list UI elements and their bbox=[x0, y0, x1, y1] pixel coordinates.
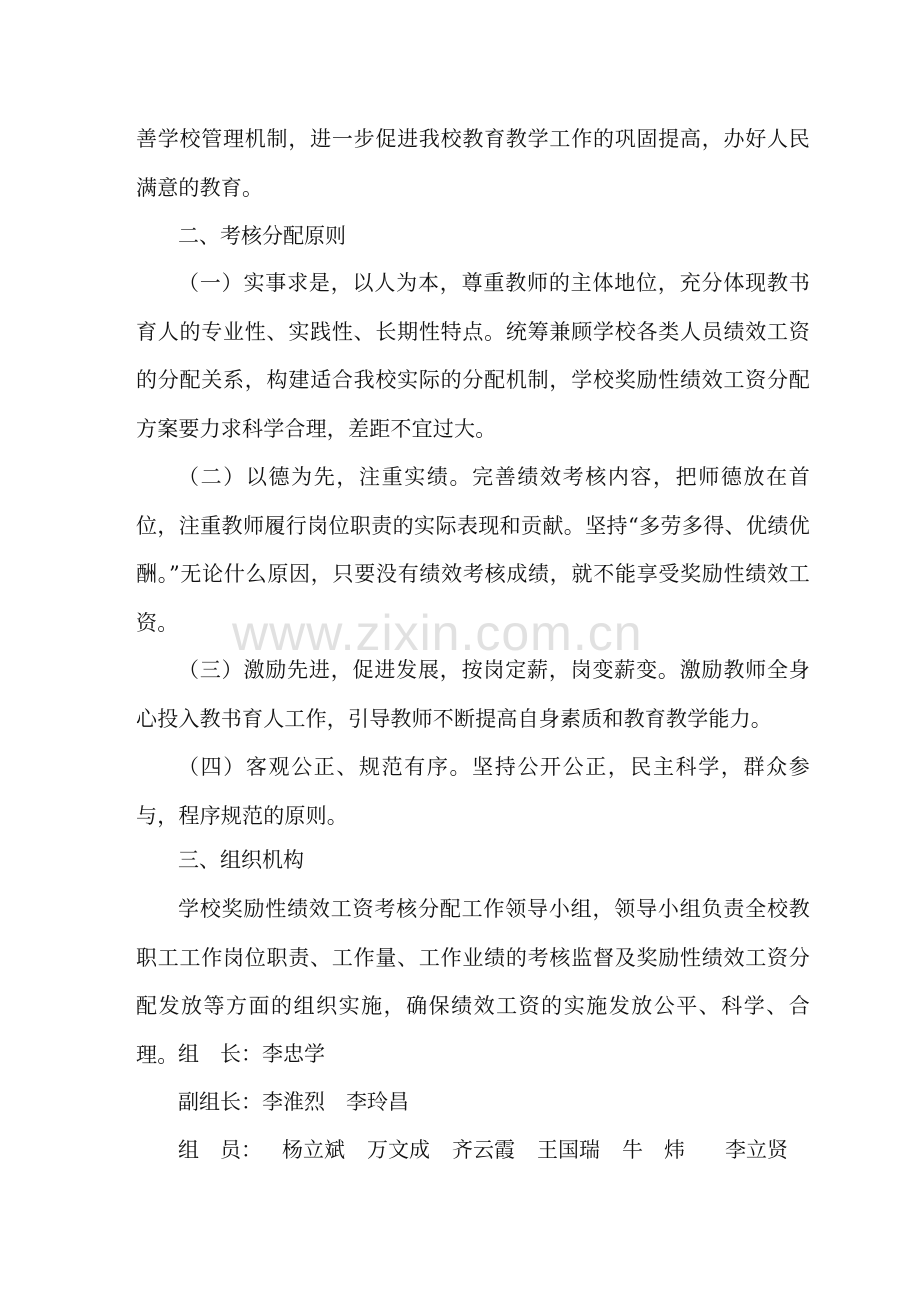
principle-item-4: （四）客观公正、规范有序。坚持公开公正，民主科学，群众参与，程序规范的原则。 bbox=[136, 755, 810, 828]
deputy-name: 李玲昌 bbox=[346, 1090, 409, 1114]
principle-item-1: （一）实事求是，以人为本，尊重教师的主体地位，充分体现教书育人的专业性、实践性、长期性特点。统筹兼顾学校各类人员绩效工资的分配关系，构建适合我校实际的分配机制，学校奖励性绩效工资分配方案要力求科学合理，差距不宜过大。 bbox=[136, 271, 810, 441]
deputy-label: 副组长： bbox=[178, 1090, 262, 1114]
principle-item-3: （三）激励先进，促进发展，按岗定薪，岗变薪变。激励教师全身心投入教书育人工作，引导教师不断提高自身素质和教育教学能力。 bbox=[136, 658, 810, 731]
leader-label: 组 长： bbox=[178, 1042, 262, 1066]
leader-name: 李忠学 bbox=[262, 1042, 325, 1066]
section-heading-organization: 三、组织机构 bbox=[178, 848, 304, 872]
paragraph-continued: 善学校管理机制，进一步促进我校教育教学工作的巩固提高，办好人民满意的教育。 bbox=[136, 127, 810, 200]
member-name: 牛 炜 bbox=[622, 1138, 685, 1162]
section-heading-principles: 二、考核分配原则 bbox=[178, 224, 346, 248]
member-name: 齐云霞 bbox=[452, 1138, 515, 1162]
watermark-text: www.zixin.com.cn bbox=[232, 605, 643, 661]
deputy-name: 李淮烈 bbox=[262, 1090, 325, 1114]
member-name: 王国瑞 bbox=[537, 1138, 600, 1162]
members-line bbox=[178, 1126, 788, 1174]
leader-line bbox=[178, 1030, 325, 1078]
deputy-line bbox=[178, 1078, 409, 1126]
member-name: 万文成 bbox=[367, 1138, 430, 1162]
principle-item-2: （二）以德为先，注重实绩。完善绩效考核内容，把师德放在首位，注重教师履行岗位职责的实际表现和贡献。坚持“多劳多得、优绩优酬。”无论什么原因，只要没有绩效考核成绩，就不能享受奖励性绩效工资。 bbox=[136, 465, 810, 635]
member-name: 杨立斌 bbox=[282, 1138, 345, 1162]
member-name: 李立贤 bbox=[725, 1138, 788, 1162]
members-label: 组 员： bbox=[178, 1138, 262, 1162]
organization-paragraph: 学校奖励性绩效工资考核分配工作领导小组，领导小组负责全校教职工工作岗位职责、工作量、工作业绩的考核监督及奖励性绩效工资分配发放等方面的组织实施，确保绩效工资的实施发放公平、科学、合理。 bbox=[136, 897, 810, 1067]
